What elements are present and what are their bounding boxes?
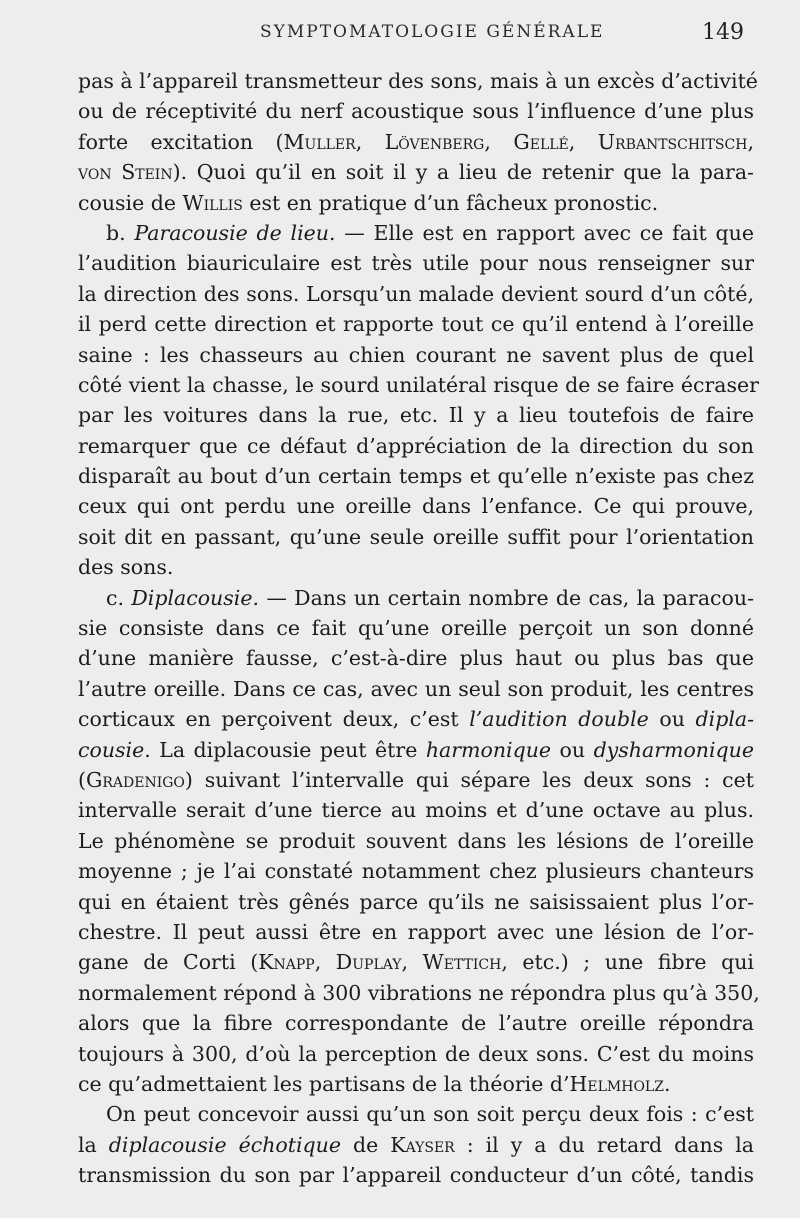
text-run: alors que la fibre correspondante de l’autre oreille répondra	[78, 1011, 754, 1036]
text-line	[78, 96, 754, 126]
text-run: chestre. Il peut aussi être en rapport avec une lésion de l’or-	[78, 919, 754, 944]
text-run: gane de Corti (	[78, 950, 259, 975]
text-line	[78, 370, 759, 400]
text-run: corticaux en perçoivent deux, c’est	[78, 707, 470, 732]
text-run: saine : les chasseurs au chien courant ne savent plus de quel	[78, 342, 754, 367]
text-line	[78, 340, 754, 370]
text-run: ce qu’admettaient les partisans de la théorie d’	[78, 1071, 570, 1096]
text-line	[78, 978, 760, 1008]
page-number: 149	[702, 20, 744, 45]
text-line	[78, 917, 754, 947]
text-run: par les voitures dans la rue, etc. Il y a lieu toutefois de faire	[78, 403, 754, 428]
text-run: ou	[551, 737, 594, 762]
text-line	[78, 431, 754, 461]
italic-term: diplacousie échotique	[108, 1132, 342, 1157]
italic-term: dipla-	[695, 707, 755, 732]
text-run: b.	[106, 220, 135, 245]
text-run: — Dans un certain nombre de cas, la paracou-	[258, 585, 754, 610]
author-name: Gradenigo	[86, 767, 185, 792]
body-text	[78, 66, 760, 1190]
text-line	[78, 552, 754, 582]
text-line	[78, 1069, 754, 1099]
text-run: la	[78, 1132, 109, 1157]
text-line	[78, 765, 754, 795]
italic-term: cousie	[78, 737, 145, 762]
text-line	[78, 704, 754, 734]
text-line	[78, 856, 754, 886]
text-line	[78, 309, 754, 339]
text-run: c.	[106, 585, 132, 610]
text-line	[78, 583, 754, 613]
italic-term: dysharmonique	[593, 737, 755, 762]
text-line	[78, 1039, 754, 1069]
text-run: ). Quoi qu’il en soit il y a lieu de retenir que la para-	[172, 160, 754, 185]
italic-term: Diplacousie.	[131, 585, 259, 610]
author-name: Lövenberg	[384, 129, 485, 154]
text-run: ,	[568, 129, 598, 154]
text-line	[78, 1008, 754, 1038]
text-line	[78, 461, 754, 491]
text-run: il perd cette direction et rapporte tout ce qu’il entend à l’oreille	[78, 312, 754, 337]
text-run: intervalle serait d’une tierce au moins et d’une octave au plus.	[78, 798, 754, 823]
text-line	[78, 248, 754, 278]
running-title: SYMPTOMATOLOGIE GÉNÉRALE	[260, 22, 605, 42]
text-run: soit dit en passant, qu’une seule oreille suffit pour l’orientation	[78, 524, 754, 549]
text-line	[78, 735, 754, 765]
text-run: toujours à 300, d’où la perception de deux sons. C’est du moins	[78, 1041, 754, 1066]
text-run: transmission du son par l’appareil conducteur d’un côté, tandis	[78, 1163, 754, 1188]
author-name: von Stein	[78, 160, 173, 185]
text-run: l’audition biauriculaire est très utile pour nous renseigner sur	[78, 251, 754, 276]
text-line	[78, 127, 754, 157]
text-run: On peut concevoir aussi qu’un son soit perçu deux fois : c’est	[106, 1102, 754, 1127]
text-line	[78, 947, 754, 977]
text-run: : il y a du retard dans la	[454, 1132, 754, 1157]
text-line	[78, 218, 754, 248]
text-run: sie consiste dans ce fait qu’une oreille perçoit un son donné	[78, 616, 754, 641]
text-line	[78, 674, 754, 704]
text-line	[78, 826, 754, 856]
text-run: — Elle est en rapport avec ce fait que	[335, 220, 754, 245]
author-name: Kayser	[390, 1132, 455, 1157]
text-line	[78, 157, 754, 187]
text-run: . La diplacousie peut être	[144, 737, 426, 762]
text-line	[78, 795, 754, 825]
text-run: la direction des sons. Lorsqu’un malade devient sourd d’un côté,	[78, 281, 754, 306]
text-run: (	[78, 767, 86, 792]
text-run: l’autre oreille. Dans ce cas, avec un seul son produit, les centres	[78, 676, 754, 701]
text-line	[78, 522, 754, 552]
text-run: côté vient la chasse, le sourd unilatéral risque de se faire écraser	[78, 372, 759, 397]
text-line	[78, 279, 754, 309]
italic-term: Paracousie de lieu.	[134, 220, 336, 245]
text-run: ,	[747, 129, 754, 154]
text-line	[78, 643, 754, 673]
text-run: des sons.	[78, 555, 174, 580]
text-line	[78, 1099, 754, 1129]
text-line	[78, 1160, 754, 1190]
text-run: , etc.) ; une fibre qui	[501, 950, 754, 975]
text-run: forte excitation (	[78, 129, 284, 154]
text-line	[78, 1130, 754, 1160]
text-run: .	[663, 1071, 671, 1096]
text-run: ou	[648, 707, 696, 732]
text-run: normalement répond à 300 vibrations ne répondra plus qu’à 350,	[78, 980, 760, 1005]
text-run: ,	[484, 129, 514, 154]
author-name: Muller	[283, 129, 356, 154]
page-header	[0, 18, 800, 48]
text-run: est en pratique d’un fâcheux pronostic.	[242, 190, 659, 215]
text-line	[78, 188, 754, 218]
author-name: Duplay	[335, 950, 402, 975]
text-run: remarquer que ce défaut d’appréciation de la direction du son	[78, 433, 754, 458]
author-name: Willis	[182, 190, 243, 215]
author-name: Wettich	[422, 950, 502, 975]
text-run: ) suivant l’intervalle qui sépare les deux sons : cet	[184, 767, 754, 792]
text-line	[78, 66, 758, 96]
text-line	[78, 400, 754, 430]
text-line	[78, 491, 754, 521]
text-run: pas à l’appareil transmetteur des sons, mais à un excès d’activité	[78, 69, 758, 93]
text-run: qui en étaient très gênés parce qu’ils ne saisissaient plus l’or-	[78, 889, 754, 914]
text-run: moyenne ; je l’ai constaté notamment chez plusieurs chanteurs	[78, 859, 754, 884]
author-name: Urbantschitsch	[597, 129, 748, 154]
author-name: Knapp	[258, 950, 315, 975]
text-line	[78, 613, 754, 643]
italic-term: harmonique	[425, 737, 552, 762]
author-name: Helmholz	[569, 1071, 664, 1096]
text-line	[78, 887, 754, 917]
text-run: cousie de	[78, 190, 183, 215]
text-run: ,	[355, 129, 385, 154]
italic-term: l’audition double	[469, 707, 649, 732]
author-name: Gellé	[513, 129, 569, 154]
text-run: de	[341, 1132, 391, 1157]
text-run: ceux qui ont perdu une oreille dans l’enfance. Ce qui prouve,	[78, 494, 754, 519]
text-run: d’une manière fausse, c’est-à-dire plus haut ou plus bas que	[78, 646, 754, 671]
text-run: ,	[401, 950, 423, 975]
text-run: Le phénomène se produit souvent dans les lésions de l’oreille	[78, 828, 754, 853]
text-run: ,	[314, 950, 336, 975]
text-run: ou de réceptivité du nerf acoustique sous l’influence d’une plus	[78, 99, 754, 124]
text-run: disparaît au bout d’un certain temps et qu’elle n’existe pas chez	[78, 464, 754, 489]
